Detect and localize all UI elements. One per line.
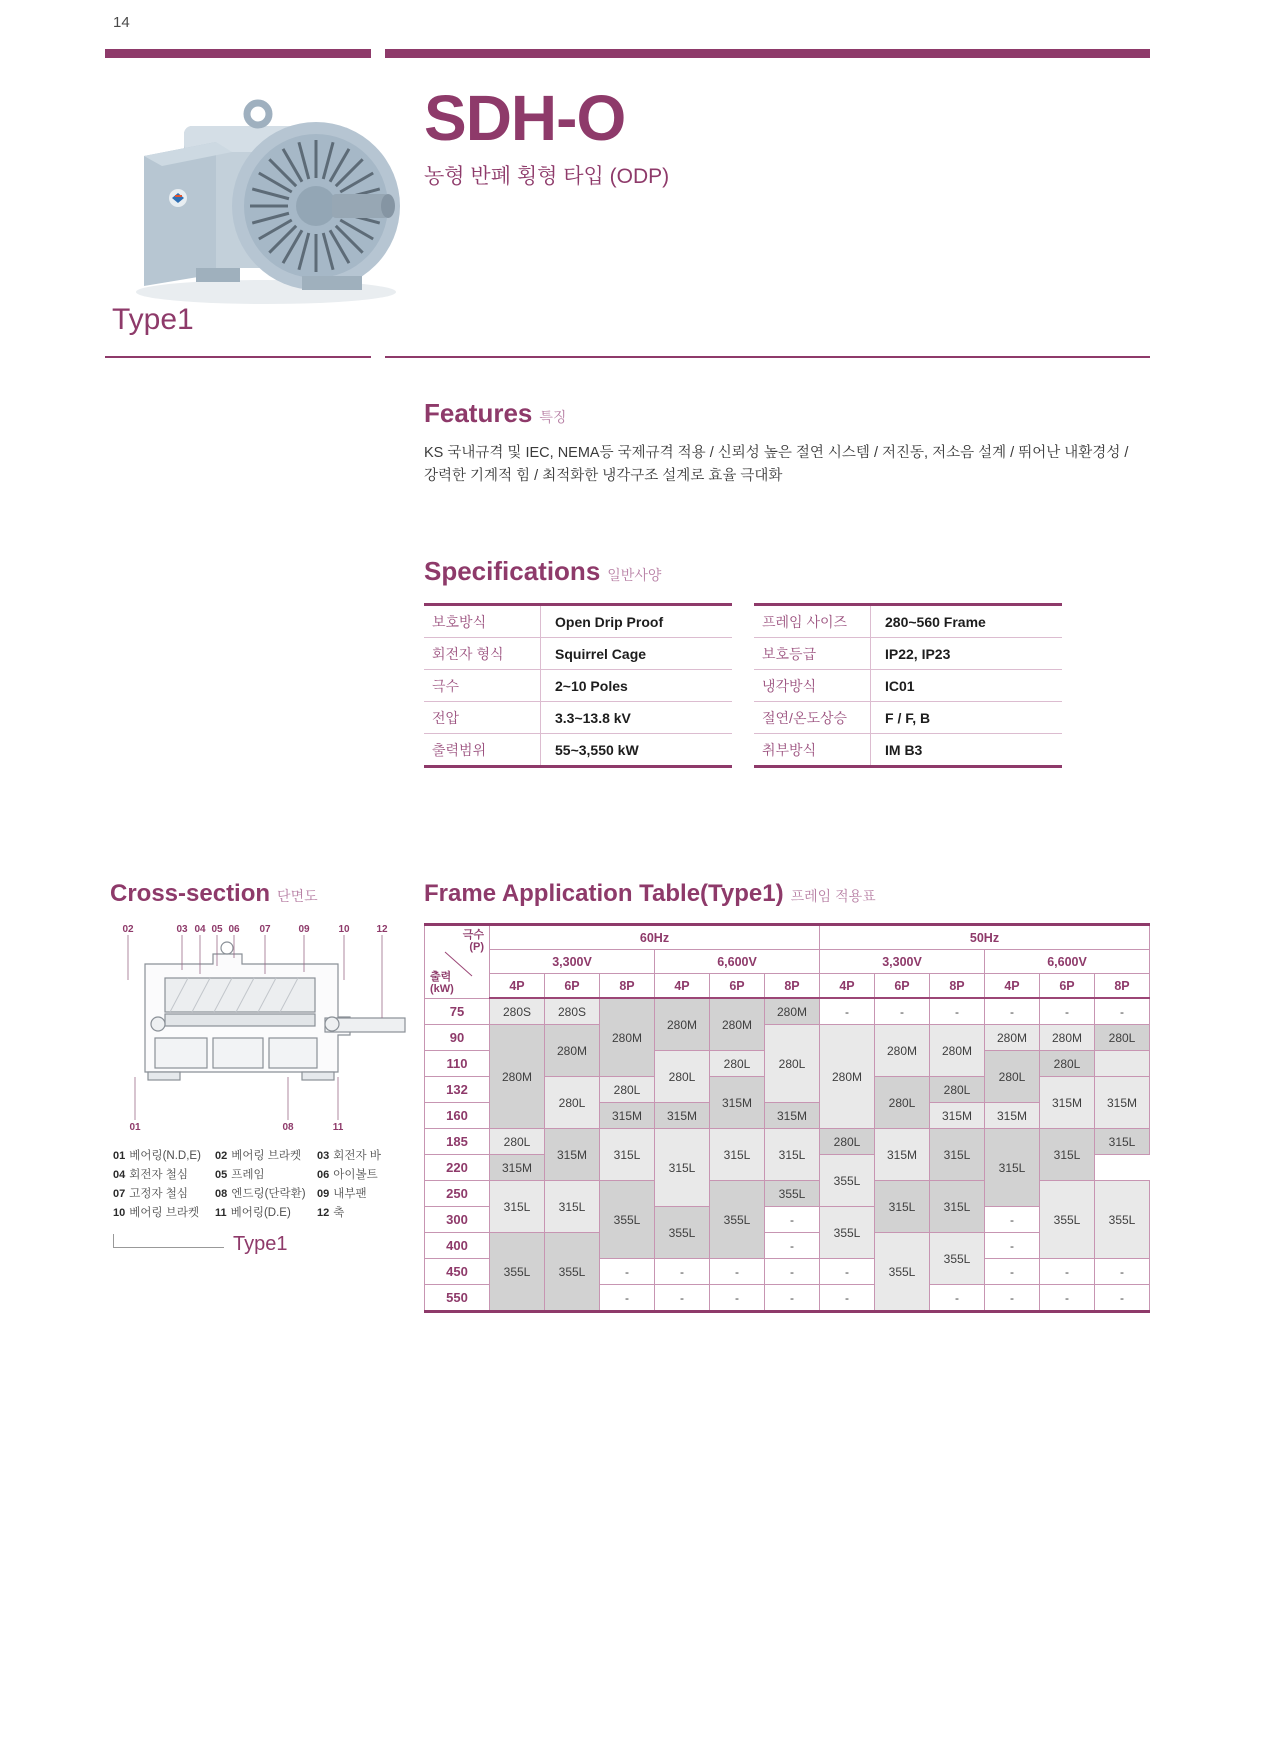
spec-label: 보호등급: [762, 645, 817, 662]
legend-item: 04 회전자 철심: [113, 1169, 188, 1181]
frame-application-table: [424, 923, 1150, 1313]
frame-size-cell: -: [985, 998, 1040, 1025]
frame-size-cell: 315M: [1040, 1077, 1095, 1129]
frame-size-cell: [1095, 1051, 1150, 1077]
frame-size-cell: -: [930, 1285, 985, 1312]
frame-size-cell: 280M: [930, 1025, 985, 1077]
frame-size-cell: 280L: [875, 1077, 930, 1129]
callout-number: 04: [194, 924, 206, 935]
specifications-heading: [424, 556, 1164, 587]
features-section: [424, 398, 1154, 488]
features-title: Features: [424, 398, 533, 428]
pole-column-header: 6P: [1040, 974, 1095, 999]
spec-label: 보호방식: [432, 613, 487, 630]
frame-size-cell: -: [1095, 1285, 1150, 1312]
frame-size-cell: 315M: [765, 1103, 820, 1129]
cross-section-heading: [110, 880, 415, 908]
callout-number: 09: [298, 924, 310, 935]
frame-size-cell: -: [985, 1285, 1040, 1312]
legend-item: 02 베어링 브라켓: [215, 1150, 302, 1162]
spec-row: [424, 734, 732, 765]
frame-size-cell: 315L: [985, 1129, 1040, 1207]
spec-table-left: [424, 603, 732, 768]
cross-section-legend: [113, 1147, 415, 1220]
cross-section-subtitle: 단면도: [277, 888, 318, 904]
frame-size-cell: -: [875, 998, 930, 1025]
callout-number: 11: [332, 1122, 344, 1133]
frame-size-cell: 315M: [985, 1103, 1040, 1129]
output-kw-label: 300: [425, 1207, 490, 1233]
frame-size-cell: 280M: [490, 1025, 545, 1129]
frame-size-cell: 280M: [545, 1025, 600, 1077]
frame-size-cell: -: [765, 1233, 820, 1259]
frame-size-cell: 315L: [545, 1181, 600, 1233]
output-kw-label: 90: [425, 1025, 490, 1051]
spec-row: [424, 702, 732, 734]
spec-label: 냉각방식: [762, 677, 817, 694]
frame-size-cell: 315M: [490, 1155, 545, 1181]
frame-size-cell: 355L: [1095, 1181, 1150, 1259]
spec-value: 280~560 Frame: [870, 606, 1062, 637]
frame-size-cell: -: [985, 1207, 1040, 1233]
frame-size-cell: -: [655, 1259, 710, 1285]
spec-row: [424, 670, 732, 702]
frame-table-corner-cell: 극수 (P) 출력 (kW): [425, 925, 490, 999]
frame-table-row: [425, 998, 1150, 1025]
frame-size-cell: 315M: [930, 1103, 985, 1129]
spec-value: IM B3: [870, 734, 1062, 765]
header-bar-right: [385, 49, 1150, 58]
frame-size-cell: -: [710, 1259, 765, 1285]
frame-size-cell: 355L: [875, 1233, 930, 1312]
frame-size-cell: 315L: [600, 1129, 655, 1181]
spec-row: [424, 606, 732, 638]
frame-table-title: Frame Application Table(Type1): [424, 880, 784, 907]
header-bar-left: [105, 49, 371, 58]
spec-row: [754, 638, 1062, 670]
frame-size-cell: -: [1040, 1259, 1095, 1285]
output-kw-label: 132: [425, 1077, 490, 1103]
spec-value: IP22, IP23: [870, 638, 1062, 669]
voltage-group-header: 6,600V: [985, 950, 1150, 974]
output-kw-label: 250: [425, 1181, 490, 1207]
legend-item: 01 베어링(N.D,E): [113, 1150, 201, 1162]
output-kw-label: 110: [425, 1051, 490, 1077]
features-line2: 강력한 기계적 힘 / 최적화한 냉각구조 설계로 효율 극대화: [424, 468, 783, 484]
output-kw-label: 185: [425, 1129, 490, 1155]
spec-value: 2~10 Poles: [540, 670, 732, 701]
frame-size-cell: 315M: [875, 1129, 930, 1181]
type1-label-bottom: Type1: [233, 1233, 288, 1255]
frame-application-section: [424, 880, 1154, 1313]
spec-row: [424, 638, 732, 670]
product-photo: [106, 78, 414, 310]
frame-size-cell: 315M: [655, 1103, 710, 1129]
frame-size-cell: 280M: [600, 998, 655, 1077]
frame-size-cell: 280L: [545, 1077, 600, 1129]
legend-item: 05 프레임: [215, 1169, 265, 1181]
frame-size-cell: 315L: [875, 1181, 930, 1233]
legend-item: 08 엔드링(단락환): [215, 1188, 306, 1200]
frame-size-cell: 280L: [930, 1077, 985, 1103]
type1-label-bottom-group: [113, 1228, 288, 1255]
spec-row: [754, 606, 1062, 638]
legend-item: 12 축: [317, 1207, 345, 1219]
frame-size-cell: 280M: [1040, 1025, 1095, 1051]
frame-size-cell: -: [820, 1259, 875, 1285]
legend-item: 03 회전자 바: [317, 1150, 381, 1162]
spec-label: 회전자 형식: [432, 645, 504, 662]
features-line1: KS 국내규격 및 IEC, NEMA등 국제규격 적용 / 신뢰성 높은 절연 시스템 / 저진동, 저소음 설계 / 뛰어난 내환경성 /: [424, 445, 1129, 461]
pole-column-header: 6P: [710, 974, 765, 999]
pole-column-header: 4P: [985, 974, 1040, 999]
callout-number: 03: [176, 924, 188, 935]
frame-size-cell: 355L: [600, 1181, 655, 1259]
frame-size-cell: -: [765, 1285, 820, 1312]
callout-number: 08: [282, 1122, 294, 1133]
callout-number: 06: [228, 924, 240, 935]
frame-table-row: [425, 1025, 1150, 1051]
divider-line-right: [385, 356, 1150, 358]
output-kw-label: 75: [425, 998, 490, 1025]
output-kw-label: 450: [425, 1259, 490, 1285]
frame-size-cell: 315M: [1095, 1077, 1150, 1129]
frame-size-cell: -: [985, 1233, 1040, 1259]
motor-photo-illustration: [106, 78, 414, 310]
frame-size-cell: 280S: [490, 998, 545, 1025]
frame-table-row: [425, 1129, 1150, 1155]
spec-value: 3.3~13.8 kV: [540, 702, 732, 733]
cross-section-diagram: [110, 922, 412, 1134]
divider-line-left: [105, 356, 371, 358]
callout-number: 07: [259, 924, 271, 935]
frame-size-cell: 280M: [710, 998, 765, 1051]
frame-size-cell: 315M: [545, 1129, 600, 1181]
spec-label: 전압: [432, 709, 460, 726]
frame-size-cell: -: [1095, 1259, 1150, 1285]
frame-size-cell: 280M: [655, 998, 710, 1051]
voltage-group-header: 6,600V: [655, 950, 820, 974]
spec-label: 취부방식: [762, 741, 817, 758]
frame-size-cell: 355L: [930, 1233, 985, 1285]
frame-size-cell: 355L: [655, 1207, 710, 1259]
frame-size-cell: -: [1040, 1285, 1095, 1312]
legend-item: 07 고정자 철심: [113, 1188, 188, 1200]
spec-value: 55~3,550 kW: [540, 734, 732, 765]
frame-size-cell: 280M: [765, 998, 820, 1025]
frame-size-cell: 355L: [820, 1207, 875, 1259]
cross-section-title: Cross-section: [110, 880, 271, 907]
cross-section-section: [110, 880, 415, 1220]
frame-size-cell: -: [1095, 998, 1150, 1025]
spec-row: [754, 702, 1062, 734]
product-header: [424, 82, 670, 190]
spec-label: 프레임 사이즈: [762, 613, 848, 630]
callout-number: 01: [129, 1122, 141, 1133]
pole-column-header: 6P: [875, 974, 930, 999]
frame-size-cell: -: [710, 1285, 765, 1312]
frame-size-cell: 280L: [985, 1051, 1040, 1103]
spec-value: F / F, B: [870, 702, 1062, 733]
spec-value: IC01: [870, 670, 1062, 701]
pole-column-header: 4P: [655, 974, 710, 999]
frame-size-cell: 280M: [985, 1025, 1040, 1051]
output-kw-label: 220: [425, 1155, 490, 1181]
frame-size-cell: 280S: [545, 998, 600, 1025]
type1-label-top: Type1: [112, 303, 194, 336]
callout-number: 10: [338, 924, 350, 935]
frame-size-cell: -: [1040, 998, 1095, 1025]
frame-size-cell: -: [765, 1207, 820, 1233]
spec-row: [754, 734, 1062, 765]
specifications-subtitle: 일반사양: [607, 567, 662, 583]
frame-size-cell: 315L: [765, 1129, 820, 1181]
spec-label: 출력범위: [432, 741, 487, 758]
frame-size-cell: 280L: [820, 1129, 875, 1155]
frame-size-cell: 280L: [490, 1129, 545, 1155]
frame-size-cell: 355L: [490, 1233, 545, 1312]
spec-value: Squirrel Cage: [540, 638, 732, 669]
frame-size-cell: 315L: [930, 1181, 985, 1233]
output-kw-label: 550: [425, 1285, 490, 1312]
frame-size-cell: -: [600, 1285, 655, 1312]
specifications-title: Specifications: [424, 556, 601, 586]
frame-size-cell: 280L: [765, 1025, 820, 1103]
spec-value: Open Drip Proof: [540, 606, 732, 637]
frame-size-cell: 280M: [875, 1025, 930, 1077]
frame-size-cell: 355L: [765, 1181, 820, 1207]
frame-size-cell: -: [655, 1285, 710, 1312]
specifications-section: [424, 556, 1164, 768]
frame-size-cell: 280L: [710, 1051, 765, 1077]
voltage-group-header: 3,300V: [820, 950, 985, 974]
spec-row: [754, 670, 1062, 702]
callout-number: 02: [122, 924, 134, 935]
brand-logo: [169, 189, 187, 207]
frequency-group-header: 50Hz: [820, 925, 1150, 950]
frame-size-cell: -: [765, 1259, 820, 1285]
frame-size-cell: 280L: [1040, 1051, 1095, 1077]
frame-size-cell: -: [820, 998, 875, 1025]
spec-label: 절연/온도상승: [762, 709, 848, 726]
frame-size-cell: 280L: [655, 1051, 710, 1103]
legend-item: 10 베어링 브라켓: [113, 1207, 200, 1219]
frame-size-cell: 355L: [1040, 1181, 1095, 1259]
output-kw-label: 400: [425, 1233, 490, 1259]
frame-size-cell: 280L: [600, 1077, 655, 1103]
frame-size-cell: 355L: [710, 1181, 765, 1259]
frequency-group-header: 60Hz: [490, 925, 820, 950]
output-kw-label: 160: [425, 1103, 490, 1129]
frame-size-cell: 315L: [1095, 1129, 1150, 1155]
frame-size-cell: 315L: [710, 1129, 765, 1181]
frame-size-cell: 315L: [930, 1129, 985, 1181]
frame-size-cell: -: [930, 998, 985, 1025]
frame-table-row: [425, 1181, 1150, 1207]
frame-size-cell: -: [820, 1285, 875, 1312]
pole-column-header: 8P: [765, 974, 820, 999]
frame-size-cell: 355L: [820, 1155, 875, 1207]
pole-column-header: 8P: [1095, 974, 1150, 999]
pole-column-header: 4P: [490, 974, 545, 999]
frame-size-cell: 315L: [1040, 1129, 1095, 1181]
frame-size-cell: 355L: [545, 1233, 600, 1312]
frame-table-heading: [424, 880, 1154, 908]
callout-number: 05: [211, 924, 223, 935]
callout-number: 12: [376, 924, 388, 935]
frame-size-cell: -: [600, 1259, 655, 1285]
product-title: SDH-O: [424, 82, 626, 154]
page-number: 14: [113, 14, 130, 31]
voltage-group-header: 3,300V: [490, 950, 655, 974]
spec-table-right: [754, 603, 1062, 768]
features-subtitle: 특징: [539, 409, 567, 425]
type1-bracket-line: [113, 1234, 224, 1248]
pole-column-header: 4P: [820, 974, 875, 999]
frame-size-cell: 280L: [1095, 1025, 1150, 1051]
frame-size-cell: 315M: [710, 1077, 765, 1129]
frame-size-cell: 280M: [820, 1025, 875, 1129]
frame-size-cell: 315L: [655, 1129, 710, 1207]
features-text: [424, 442, 1154, 488]
product-subtitle: 농형 반폐 횡형 타입 (ODP): [424, 165, 670, 188]
legend-item: 09 내부팬: [317, 1188, 367, 1200]
frame-size-cell: 315M: [600, 1103, 655, 1129]
frame-table-subtitle: 프레임 적용표: [790, 888, 876, 904]
pole-column-header: 6P: [545, 974, 600, 999]
pole-column-header: 8P: [600, 974, 655, 999]
spec-label: 극수: [432, 677, 460, 694]
features-heading: [424, 398, 1154, 429]
frame-size-cell: 315L: [490, 1181, 545, 1233]
pole-column-header: 8P: [930, 974, 985, 999]
legend-item: 06 아이볼트: [317, 1169, 378, 1181]
legend-item: 11 베어링(D.E): [215, 1207, 291, 1219]
frame-size-cell: -: [985, 1259, 1040, 1285]
